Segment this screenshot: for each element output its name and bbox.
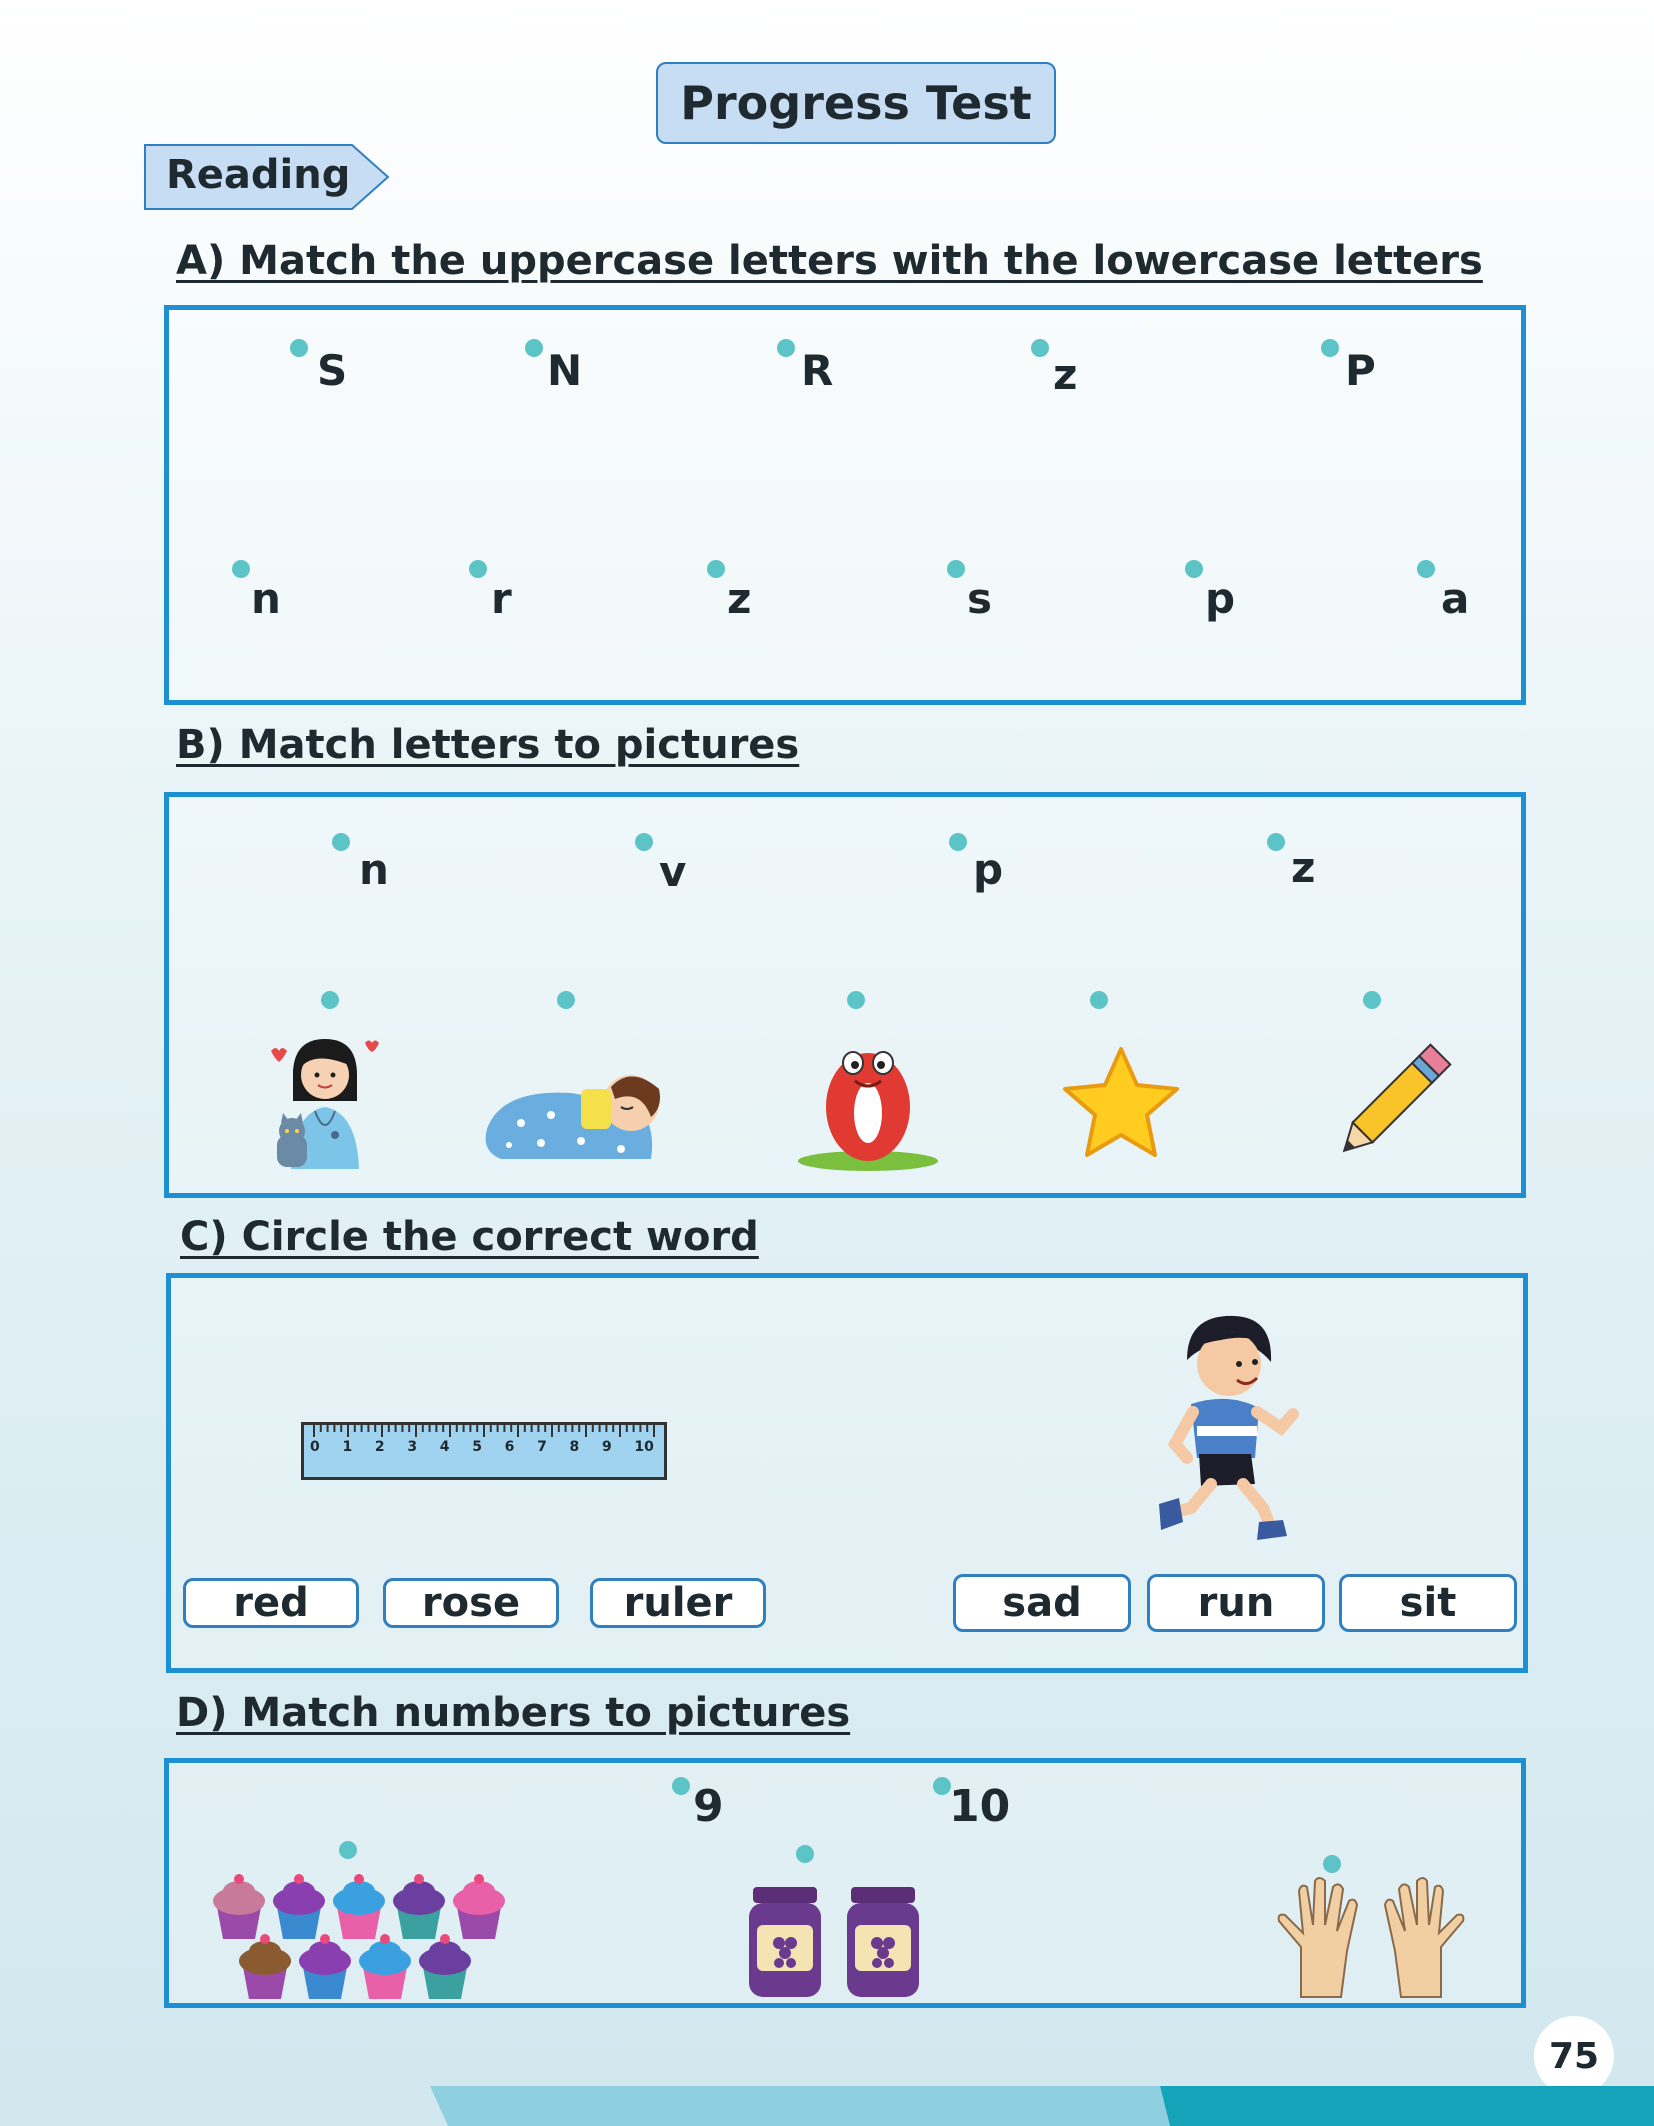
lowercase-letter: r [491,574,512,623]
match-dot[interactable] [949,833,967,851]
cupcake [213,1874,265,1939]
cupcake [299,1934,351,1999]
zero-picture [795,1037,941,1173]
letter: p [973,845,1004,894]
cupcake [393,1874,445,1939]
section-d-panel [164,1758,1526,2008]
lowercase-letter: z [727,574,752,623]
match-dot[interactable] [339,1841,357,1859]
uppercase-letter: S [317,346,348,395]
match-dot[interactable] [1185,560,1203,578]
match-dot[interactable] [1321,339,1339,357]
match-dot[interactable] [847,991,865,1009]
lowercase-letter: a [1441,574,1470,623]
word-option-ruler[interactable]: ruler [590,1578,766,1628]
match-dot[interactable] [635,833,653,851]
cupcake [453,1874,505,1939]
word-option-run[interactable]: run [1147,1574,1325,1632]
uppercase-letter: R [801,346,834,395]
match-dot[interactable] [1363,991,1381,1009]
number-label: 10 [949,1781,1011,1832]
cupcake [359,1934,411,1999]
ruler-number: 2 [374,1439,385,1455]
ruler-picture [301,1422,667,1480]
word-option-sit[interactable]: sit [1339,1574,1517,1632]
ruler-number: 6 [504,1439,515,1455]
section-c-title: C) Circle the correct word [180,1214,759,1260]
cupcakes-picture [209,1869,509,2005]
match-dot[interactable] [321,991,339,1009]
match-dot[interactable] [672,1777,690,1795]
section-b-panel [164,792,1526,1198]
pencil-picture [1333,1039,1453,1165]
jam-jars-picture [749,1879,929,1999]
ruler-number: 3 [407,1439,418,1455]
letter: v [659,847,687,896]
star-picture [1061,1045,1181,1161]
match-dot[interactable] [1090,991,1108,1009]
cupcake [273,1874,325,1939]
ruler-number: 5 [472,1439,482,1455]
section-a-panel [164,305,1526,705]
match-dot[interactable] [290,339,308,357]
match-dot[interactable] [469,560,487,578]
ruler-number: 8 [569,1439,580,1455]
number-label: 9 [693,1781,724,1832]
match-dot[interactable] [1031,339,1049,357]
cupcake [419,1934,471,1999]
match-dot[interactable] [1323,1855,1341,1873]
cupcake [239,1934,291,1999]
ruler-number: 1 [342,1439,353,1455]
ruler-numbers [310,1439,654,1455]
letter: z [1291,843,1316,892]
uppercase-letter: P [1345,346,1376,395]
ruler-number: 9 [601,1439,612,1455]
nurse-picture [265,1031,385,1171]
ruler-number: 10 [634,1439,654,1455]
match-dot[interactable] [557,991,575,1009]
match-dot[interactable] [525,339,543,357]
match-dot[interactable] [1417,560,1435,578]
section-c-panel [166,1273,1528,1673]
ruler-number: 4 [439,1439,450,1455]
cupcake [333,1874,385,1939]
word-option-rose[interactable]: rose [383,1578,559,1628]
section-b-title: B) Match letters to pictures [176,722,800,768]
running-boy-picture [1151,1308,1321,1548]
match-dot[interactable] [947,560,965,578]
ruler-number: 0 [310,1439,320,1455]
match-dot[interactable] [707,560,725,578]
hands-picture [1271,1877,1471,2001]
uppercase-letter: z [1053,350,1078,399]
ruler-number: 7 [537,1439,547,1455]
match-dot[interactable] [1267,833,1285,851]
match-dot[interactable] [232,560,250,578]
match-dot[interactable] [777,339,795,357]
match-dot[interactable] [796,1845,814,1863]
footer-band [0,2086,1654,2126]
uppercase-letter: N [547,346,583,395]
lowercase-letter: s [967,574,992,623]
letter: n [359,845,389,894]
page-number: 75 [1534,2016,1614,2096]
tag-label: Reading [166,152,351,198]
match-dot[interactable] [332,833,350,851]
word-option-red[interactable]: red [183,1578,359,1628]
lowercase-letter: p [1205,574,1236,623]
word-option-sad[interactable]: sad [953,1574,1131,1632]
section-a-title: A) Match the uppercase letters with the lowercase letters [176,238,1483,284]
section-tag-reading [144,144,390,210]
sleeping-boy-picture [481,1059,681,1169]
page-title: Progress Test [656,62,1056,144]
lowercase-letter: n [251,574,281,623]
section-d-title: D) Match numbers to pictures [176,1690,851,1736]
